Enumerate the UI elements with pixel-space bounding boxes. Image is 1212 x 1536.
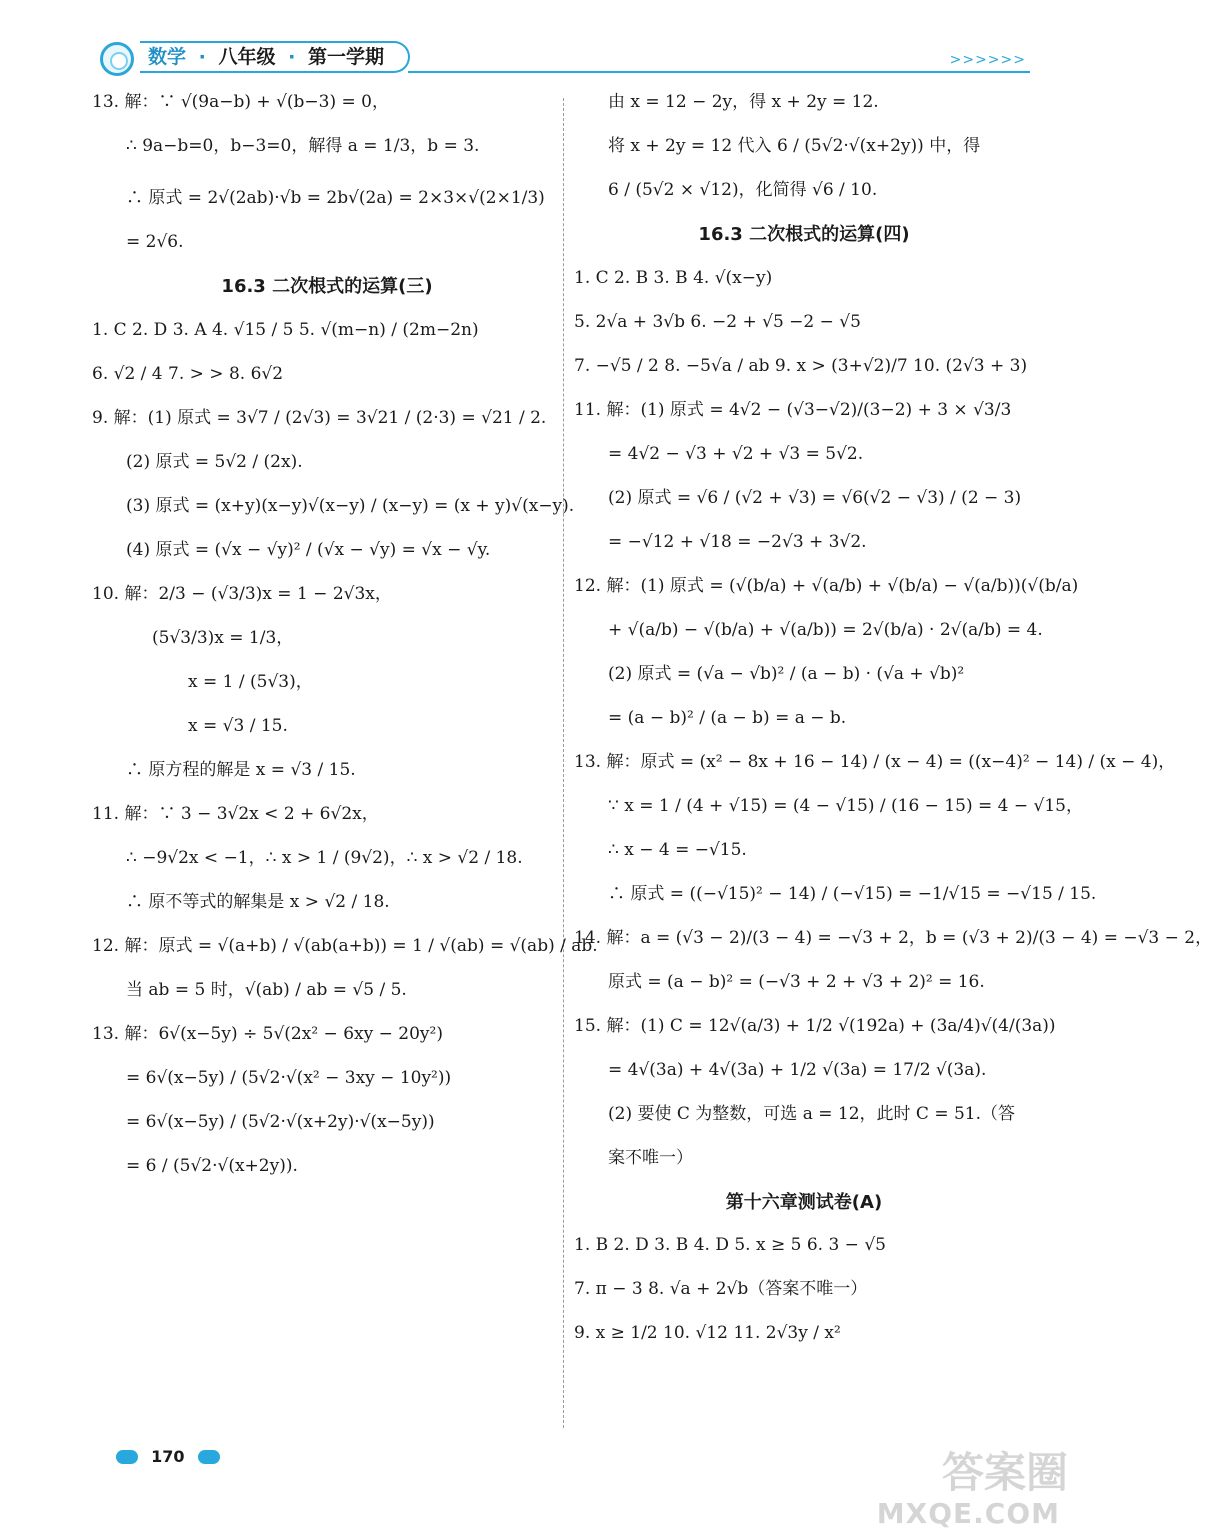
header-rule [408, 71, 1030, 73]
answer-line: 6. √2 / 4 7. > > 8. 6√2 [92, 363, 284, 384]
answer-line: = 4√2 − √3 + √2 + √3 = 5√2. [608, 443, 864, 464]
answer-line: = 4√(3a) + 4√(3a) + 1/2 √(3a) = 17/2 √(3a). [608, 1059, 987, 1080]
answer-line: 9. x ≥ 1/2 10. √12 11. 2√3y / x² [574, 1323, 841, 1344]
answer-line: 6 / (5√2 × √12)，化简得 √6 / 10. [608, 180, 878, 200]
answer-line: 将 x + 2y = 12 代入 6 / (5√2·√(x+2y)) 中，得 [608, 136, 981, 156]
answer-line: 11. 解：∵ 3 − 3√2x < 2 + 6√2x， [92, 803, 379, 824]
answer-line: 7. −√5 / 2 8. −5√a / ab 9. x > (3+√2)/7 10. (2√3 + 3) [574, 355, 1028, 376]
answer-line: = 2√6. [126, 232, 184, 252]
answer-line: ∴ 9a−b=0，b−3=0，解得 a = 1/3，b = 3. [126, 136, 480, 156]
answer-line: (2) 原式 = √6 / (√2 + √3) = √6(√2 − √3) / (2 − 3) [608, 487, 1022, 508]
answer-line: ∴ 原方程的解是 x = √3 / 15. [126, 759, 356, 780]
header-subject: 数学 [148, 46, 187, 68]
answer-line: 9. 解：(1) 原式 = 3√7 / (2√3) = 3√21 / (2·3) = √21 / 2. [92, 407, 547, 428]
answer-line: = −√12 + √18 = −2√3 + 3√2. [608, 531, 867, 552]
watermark [878, 1440, 1068, 1530]
page-footer [116, 1446, 220, 1472]
answer-line: x = √3 / 15. [188, 715, 288, 736]
answer-line: 1. C 2. B 3. B 4. √(x−y) [574, 267, 773, 288]
answer-line: 由 x = 12 − 2y，得 x + 2y = 12. [608, 92, 879, 112]
answer-line: 13. 解：6√(x−5y) ÷ 5√(2x² − 6xy − 20y²) [92, 1023, 443, 1044]
header-tab [140, 41, 410, 73]
answer-line: + √(a/b) − √(b/a) + √(a/b)) = 2√(b/a) · 2√(a/b) = 4. [608, 619, 1043, 640]
answer-line: 案不唯一） [608, 1147, 693, 1168]
answer-line: 15. 解：(1) C = 12√(a/3) + 1/2 √(192a) + (3a/4)√(4/(3a)) [574, 1015, 1056, 1036]
column-divider [563, 98, 564, 1428]
answer-line: (2) 原式 = (√a − √b)² / (a − b) · (√a + √b)² [608, 663, 965, 684]
answer-line: ∴ 原不等式的解集是 x > √2 / 18. [126, 891, 390, 912]
answer-line: (5√3/3)x = 1/3， [152, 627, 294, 648]
answer-line: 10. 解：2/3 − (√3/3)x = 1 − 2√3x， [92, 583, 392, 604]
answer-line: 7. π − 3 8. √a + 2√b（答案不唯一） [574, 1279, 868, 1300]
page-pill-icon [116, 1450, 138, 1464]
answer-line: = 6√(x−5y) / (5√2·√(x+2y)·√(x−5y)) [126, 1111, 435, 1132]
answer-line: (2) 原式 = 5√2 / (2x). [126, 451, 303, 472]
right-column [574, 92, 1212, 1367]
header-logo-icon [100, 42, 134, 76]
answer-line: 13. 解：原式 = (x² − 8x + 16 − 14) / (x − 4) = ((x−4)² − 14) / (x − 4)， [574, 751, 1176, 772]
header-arrows-icon: >>>>>> [949, 52, 1026, 68]
section-title: 第十六章测试卷(A) [725, 1191, 883, 1213]
answer-line: 13. 解：∵ √(9a−b) + √(b−3) = 0， [92, 92, 389, 112]
answer-line: 11. 解：(1) 原式 = 4√2 − (√3−√2)/(3−2) + 3 × √3/3 [574, 399, 1012, 420]
answer-line: ∴ 原式 = 2√(2ab)·√b = 2b√(2a) = 2×3×√(2×1/3) [126, 188, 545, 208]
section-title: 16.3 二次根式的运算(四) [698, 224, 910, 245]
page-pill-icon [198, 1450, 220, 1464]
answer-line: 原式 = (a − b)² = (−√3 + 2 + √3 + 2)² = 16. [608, 971, 985, 992]
answer-line: 1. B 2. D 3. B 4. D 5. x ≥ 5 6. 3 − √5 [574, 1235, 886, 1256]
page-number: 170 [151, 1447, 185, 1466]
answer-line: 当 ab = 5 时，√(ab) / ab = √5 / 5. [126, 979, 407, 1000]
answer-line: ∴ −9√2x < −1，∴ x > 1 / (9√2)，∴ x > √2 / 18. [126, 847, 523, 868]
answer-line: = 6 / (5√2·√(x+2y)). [126, 1155, 298, 1176]
answer-line: x = 1 / (5√3)， [188, 671, 313, 692]
answer-line: 1. C 2. D 3. A 4. √15 / 5 5. √(m−n) / (2m−2n) [92, 319, 479, 340]
answer-line: (2) 要使 C 为整数，可选 a = 12，此时 C = 51.（答 [608, 1103, 1016, 1124]
header-term: 第一学期 [307, 46, 384, 68]
answer-line: ∴ 原式 = ((−√15)² − 14) / (−√15) = −1/√15 = −√15 / 15. [608, 883, 1097, 904]
answer-line: 5. 2√a + 3√b 6. −2 + √5 −2 − √5 [574, 311, 861, 332]
header-grade: 八年级 [218, 46, 276, 68]
answer-line: ∵ x = 1 / (4 + √15) = (4 − √15) / (16 − 15) = 4 − √15， [608, 795, 1083, 816]
answer-line: = (a − b)² / (a − b) = a − b. [608, 707, 847, 728]
watermark-brand: 答案圈 [941, 1448, 1068, 1497]
answer-line: 14. 解：a = (√3 − 2)/(3 − 4) = −√3 + 2，b = (√3 + 2)/(3 − 4) = −√3 − 2， [574, 927, 1212, 948]
answer-line: 12. 解：原式 = √(a+b) / √(ab(a+b)) = 1 / √(ab) = √(ab) / ab. [92, 935, 598, 956]
left-column [92, 92, 598, 1200]
answer-line: ∴ x − 4 = −√15. [608, 839, 747, 860]
section-title: 16.3 二次根式的运算(三) [221, 276, 433, 297]
page-header [96, 38, 1030, 78]
answer-line: = 6√(x−5y) / (5√2·√(x² − 3xy − 10y²)) [126, 1067, 452, 1088]
separator-dot-icon: · [288, 46, 296, 68]
answer-line: (3) 原式 = (x+y)(x−y)√(x−y) / (x−y) = (x + y)√(x−y). [126, 495, 575, 516]
answer-line: 12. 解：(1) 原式 = (√(b/a) + √(a/b) + √(b/a) − √(a/b))(√(b/a) [574, 575, 1079, 596]
watermark-site: MXQE.COM [876, 1497, 1060, 1530]
answer-line: (4) 原式 = (√x − √y)² / (√x − √y) = √x − √y. [126, 539, 491, 560]
separator-dot-icon: · [198, 46, 206, 68]
